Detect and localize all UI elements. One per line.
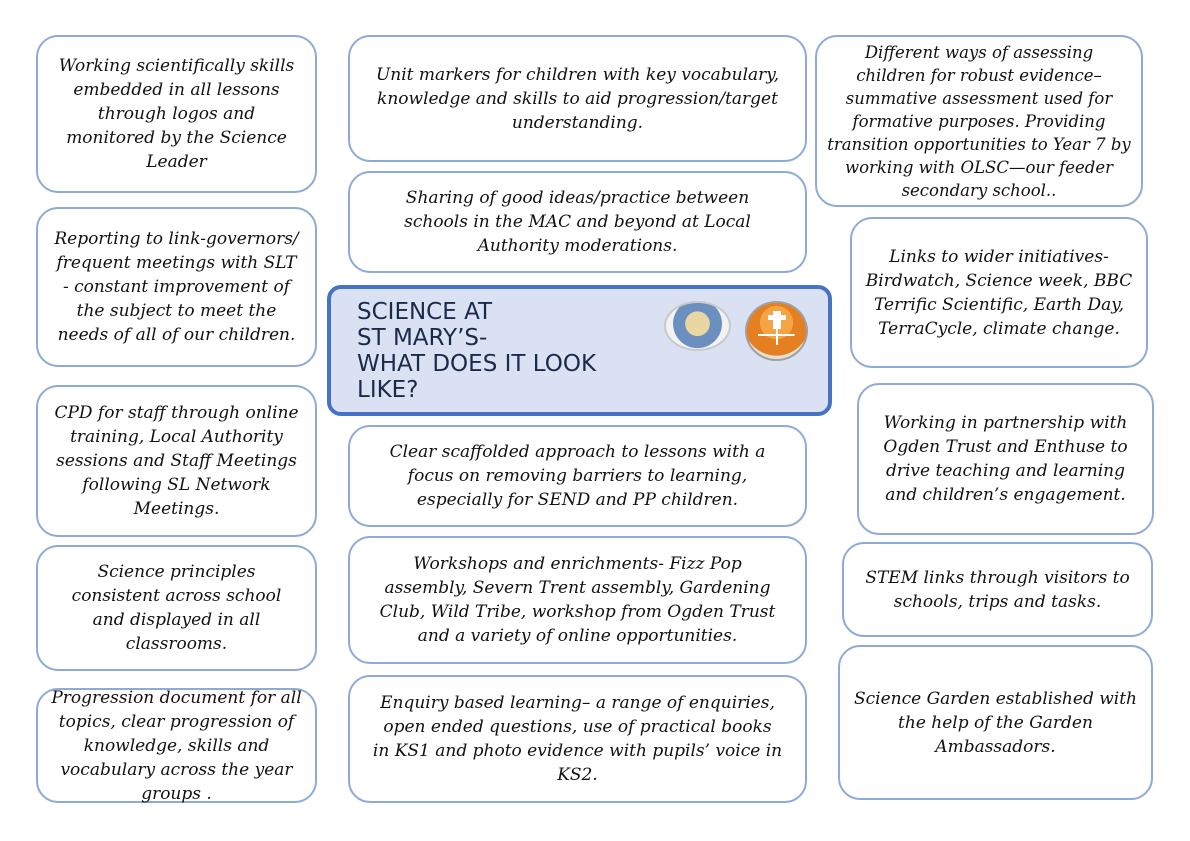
saint-portrait-logo	[664, 301, 731, 351]
card-line: Progression document for all	[51, 687, 302, 708]
card-line: Ambassadors.	[935, 736, 1056, 757]
card-line: Leader	[146, 152, 207, 172]
central-title-panel	[327, 285, 832, 416]
card-line: the help of the Garden	[898, 712, 1093, 733]
card-line: formative purposes. Providing	[852, 111, 1106, 131]
card-principles	[36, 545, 317, 671]
card-line: children for robust evidence–	[856, 65, 1102, 85]
card-working-scientifically	[36, 35, 317, 193]
card-line: topics, clear progression of	[58, 711, 295, 732]
card-line: Terrific Scientific, Earth Day,	[874, 294, 1124, 315]
card-line: knowledge, skills and	[83, 735, 270, 756]
card-line: Clear scaffolded approach to lessons with a	[389, 442, 766, 462]
card-line: classrooms.	[125, 634, 228, 654]
card-line: in KS1 and photo evidence with pupils’ voice in	[372, 741, 783, 761]
card-partnership	[857, 383, 1154, 535]
card-line: understanding.	[511, 112, 644, 133]
card-line: monitored by the Science	[66, 128, 287, 148]
card-line: Unit markers for children with key vocabulary,	[375, 64, 780, 85]
card-line: frequent meetings with SLT	[56, 253, 297, 273]
card-line: schools, trips and tasks.	[893, 591, 1102, 612]
card-scaffolded	[348, 425, 807, 527]
card-enquiry	[348, 675, 807, 803]
card-reporting	[36, 207, 317, 367]
card-line: Enquiry based learning– a range of enquiries,	[380, 693, 775, 713]
card-progression	[36, 688, 317, 803]
card-line: summative assessment used for	[845, 88, 1113, 108]
card-cpd	[36, 385, 317, 537]
card-line: consistent across school	[71, 586, 282, 606]
card-line: vocabulary across the year	[60, 759, 293, 780]
card-line: assembly, Severn Trent assembly, Gardening	[384, 578, 771, 598]
card-line: drive teaching and learning	[885, 461, 1125, 481]
card-line: embedded in all lessons	[73, 80, 280, 100]
card-line: focus on removing barriers to learning,	[407, 466, 748, 486]
card-line: Authority moderations.	[477, 236, 678, 256]
card-line: and displayed in all	[92, 610, 261, 630]
card-line: secondary school..	[901, 180, 1057, 200]
card-line: KS2.	[557, 765, 598, 785]
card-wider-initiatives	[850, 217, 1148, 368]
card-line: transition opportunities to Year 7 by	[827, 134, 1131, 154]
card-stem	[842, 542, 1153, 637]
card-line: CPD for staff through online	[54, 403, 299, 423]
card-line: groups .	[141, 783, 212, 804]
card-line: open ended questions, use of practical books	[383, 717, 772, 737]
school-crest-logo	[745, 301, 808, 361]
card-line: Working scientifically skills	[58, 56, 295, 76]
card-line: Ogden Trust and Enthuse to	[883, 437, 1128, 457]
page-title: SCIENCE AT ST MARY’S- WHAT DOES IT LOOK LIKE?	[357, 299, 597, 403]
card-sharing	[348, 171, 807, 273]
card-line: - constant improvement of	[62, 277, 291, 297]
card-line: knowledge and skills to aid progression/target	[377, 88, 778, 109]
card-line: STEM links through visitors to	[865, 567, 1130, 588]
card-line: and children’s engagement.	[885, 485, 1126, 505]
card-assessing	[815, 35, 1143, 207]
card-line: Sharing of good ideas/practice between	[405, 188, 750, 208]
cross-icon	[773, 311, 781, 329]
card-line: Links to wider initiatives-	[889, 246, 1109, 267]
card-line: Science Garden established with	[853, 688, 1138, 709]
card-line: Workshops and enrichments- Fizz Pop	[413, 554, 742, 574]
card-line: sessions and Staff Meetings	[56, 451, 297, 471]
card-line: Different ways of assessing	[864, 42, 1094, 62]
card-line: and a variety of online opportunities.	[417, 626, 738, 646]
card-line: Birdwatch, Science week, BBC	[865, 270, 1133, 291]
card-line: training, Local Authority	[70, 427, 283, 447]
card-line: Reporting to link-governors/	[54, 229, 299, 249]
card-line: Science principles	[97, 562, 256, 582]
card-line: Club, Wild Tribe, workshop from Ogden Trust	[379, 602, 776, 622]
card-line: the subject to meet the	[76, 301, 277, 321]
card-line: schools in the MAC and beyond at Local	[404, 212, 751, 232]
card-line: Working in partnership with	[883, 413, 1128, 433]
card-line: especially for SEND and PP children.	[416, 490, 739, 510]
card-line: TerraCycle, climate change.	[878, 318, 1120, 339]
card-unit-markers	[348, 35, 807, 162]
card-line: following SL Network	[82, 475, 271, 495]
card-line: through logos and	[97, 104, 256, 124]
card-line: working with OLSC—our feeder	[844, 157, 1113, 177]
card-garden	[838, 645, 1153, 800]
card-line: needs of all of our children.	[57, 325, 296, 345]
card-workshops	[348, 536, 807, 664]
card-line: Meetings.	[133, 499, 220, 519]
